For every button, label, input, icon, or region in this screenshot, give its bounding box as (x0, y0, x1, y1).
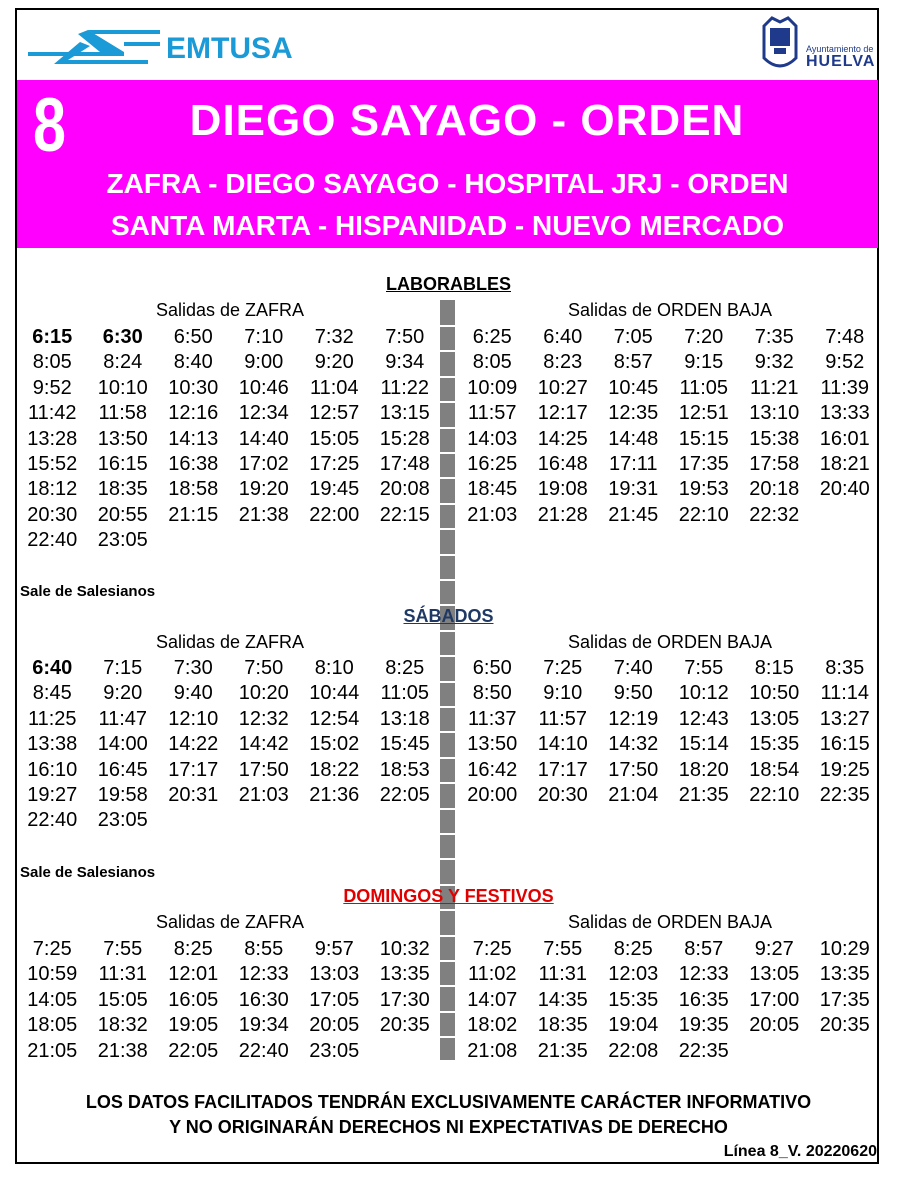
departure-time: 14:40 (238, 427, 289, 450)
departure-time: 18:32 (97, 1014, 148, 1037)
departure-time: 20:35 (379, 1014, 430, 1037)
departure-time: 16:15 (819, 733, 870, 756)
departure-time: 9:27 (754, 938, 794, 960)
departure-time: 13:50 (97, 427, 148, 450)
departure-time: 20:31 (168, 783, 219, 806)
departure-time: 22:40 (27, 809, 78, 832)
departure-time: 6:25 (472, 326, 512, 348)
departure-time: 19:20 (238, 478, 289, 501)
divider-gap (440, 706, 455, 708)
departure-time: 8:05 (32, 351, 72, 374)
section-note: Sale de Salesianos (20, 583, 156, 600)
departure-time: 18:12 (27, 478, 78, 501)
departure-time: 20:30 (537, 783, 588, 806)
departure-time: 14:03 (467, 427, 518, 450)
departure-time: 11:21 (749, 376, 799, 399)
departure-time: 18:45 (467, 478, 518, 501)
departure-time: 13:10 (749, 402, 800, 425)
departure-time: 22:10 (678, 503, 729, 526)
departure-time: 9:52 (825, 351, 865, 374)
departure-time: 23:05 (309, 1039, 360, 1062)
departure-time: 20:08 (379, 478, 430, 501)
departure-time: 19:35 (678, 1014, 729, 1037)
departure-time: 12:51 (678, 402, 729, 425)
left-column-header: Salidas de ZAFRA (155, 632, 305, 652)
divider-gap (440, 477, 455, 479)
divider-gap (440, 909, 455, 911)
departure-time: 7:25 (543, 657, 583, 679)
departure-time: 10:29 (819, 938, 870, 960)
departure-time: 9:20 (103, 682, 143, 705)
divider-gap (440, 579, 455, 581)
departure-time: 12:43 (678, 707, 729, 730)
section-title: SÁBADOS (403, 606, 494, 626)
departure-time: 20:40 (819, 478, 870, 501)
divider-gap (440, 782, 455, 784)
departure-time: 13:35 (379, 963, 430, 986)
city-label: HUELVA (806, 53, 876, 70)
city-label-small: Ayuntamiento de (806, 44, 874, 54)
departure-time: 7:10 (244, 326, 284, 348)
departure-time: 14:10 (537, 733, 588, 756)
departure-time: 22:35 (819, 783, 870, 806)
departure-time: 12:34 (238, 402, 289, 425)
departure-time: 11:57 (467, 402, 517, 425)
departure-time: 15:15 (678, 427, 729, 450)
departure-time: 13:38 (27, 733, 78, 756)
divider-gap (440, 681, 455, 683)
divider-gap (440, 554, 455, 556)
departure-time: 10:45 (608, 376, 659, 399)
departure-time: 19:08 (537, 478, 588, 501)
disclaimer-line-2: Y NO ORIGINARÁN DERECHOS NI EXPECTATIVAS DE DERECHO (169, 1117, 728, 1137)
departure-time: 18:35 (537, 1014, 588, 1037)
divider-gap (440, 960, 455, 962)
departure-time: 12:54 (309, 707, 360, 730)
departure-time: 6:30 (102, 326, 143, 348)
departure-time: 8:50 (472, 682, 512, 705)
departure-time: 8:10 (314, 657, 354, 679)
departure-time: 19:05 (168, 1014, 219, 1037)
departure-time: 12:03 (608, 963, 659, 986)
departure-time: 15:02 (309, 733, 360, 756)
departure-time: 8:57 (613, 351, 653, 374)
departure-time: 17:35 (819, 988, 870, 1011)
departure-time: 8:25 (173, 938, 213, 960)
section-note: Sale de Salesianos (20, 864, 156, 881)
departure-time: 22:40 (238, 1039, 289, 1062)
departure-time: 21:36 (309, 783, 360, 806)
line-number: 8 (33, 83, 66, 168)
departure-time: 10:27 (537, 376, 588, 399)
departure-time: 9:52 (32, 376, 72, 399)
departure-time: 7:15 (103, 657, 143, 679)
departure-time: 9:40 (173, 682, 213, 705)
right-times-grid (457, 656, 880, 808)
departure-time: 17:00 (749, 988, 800, 1011)
departure-time: 8:25 (613, 938, 653, 960)
departure-time: 13:33 (819, 402, 870, 425)
departure-time: 6:50 (472, 657, 512, 679)
departure-time: 14:25 (537, 427, 588, 450)
departure-time: 15:45 (379, 733, 430, 756)
departure-time: 13:15 (379, 402, 430, 425)
departure-time: 22:15 (379, 503, 430, 526)
departure-time: 8:57 (684, 938, 724, 960)
departure-time: 22:05 (168, 1039, 219, 1062)
divider-gap (440, 325, 455, 327)
departure-time: 21:45 (608, 503, 659, 526)
departure-time: 13:05 (749, 963, 800, 986)
departure-time: 12:19 (608, 707, 659, 730)
departure-time: 7:35 (754, 326, 794, 348)
departure-time: 11:04 (309, 376, 359, 399)
departure-time: 7:55 (103, 938, 143, 960)
departure-time: 11:42 (27, 402, 77, 425)
departure-time: 22:08 (608, 1039, 659, 1062)
departure-time: 6:40 (543, 326, 583, 348)
departure-time: 6:15 (32, 326, 73, 348)
departure-time: 17:48 (379, 452, 430, 475)
departure-time: 14:22 (168, 733, 219, 756)
departure-time: 7:50 (244, 657, 284, 679)
departure-time: 21:03 (238, 783, 289, 806)
departure-time: 15:05 (97, 988, 148, 1011)
left-column-header: Salidas de ZAFRA (155, 300, 305, 320)
center-divider (440, 300, 455, 1060)
left-column-header: Salidas de ZAFRA (155, 912, 305, 932)
departure-time: 8:25 (385, 657, 425, 679)
departure-time: 8:35 (825, 657, 865, 679)
departure-time: 13:18 (379, 707, 430, 730)
departure-time: 16:05 (168, 988, 219, 1011)
departure-time: 12:16 (168, 402, 219, 425)
departure-time: 10:20 (238, 682, 289, 705)
departure-time: 16:15 (97, 452, 148, 475)
departure-time: 18:58 (168, 478, 219, 501)
departure-time: 9:34 (385, 351, 425, 374)
departure-time: 17:17 (168, 758, 219, 781)
departure-time: 16:35 (678, 988, 729, 1011)
divider-gap (440, 731, 455, 733)
departure-time: 17:58 (749, 452, 800, 475)
departure-time: 8:05 (472, 351, 512, 374)
departure-time: 8:45 (32, 682, 72, 705)
departure-time: 7:55 (684, 657, 724, 679)
left-times-grid (17, 656, 440, 834)
departure-time: 11:05 (679, 376, 729, 399)
emtusa-logo-text: EMTUSA (166, 32, 293, 65)
departure-time: 16:01 (819, 427, 870, 450)
departure-time: 7:25 (472, 938, 512, 960)
departure-time: 11:14 (820, 682, 870, 705)
divider-gap (440, 503, 455, 505)
departure-time: 10:59 (27, 963, 78, 986)
departure-time: 9:00 (244, 351, 284, 374)
departure-time: 16:38 (168, 452, 219, 475)
departure-time: 20:35 (819, 1014, 870, 1037)
departure-time: 21:28 (537, 503, 588, 526)
divider-gap (440, 655, 455, 657)
departure-time: 15:52 (27, 452, 78, 475)
departure-time: 18:05 (27, 1014, 78, 1037)
departure-time: 22:00 (309, 503, 360, 526)
departure-time: 10:44 (309, 682, 360, 705)
section-title: DOMINGOS Y FESTIVOS (343, 886, 554, 906)
departure-time: 9:32 (754, 351, 794, 374)
divider-gap (440, 376, 455, 378)
departure-time: 16:45 (97, 758, 148, 781)
departure-time: 18:02 (467, 1014, 518, 1037)
departure-time: 20:05 (749, 1014, 800, 1037)
departure-time: 12:57 (309, 402, 360, 425)
departure-time: 20:30 (27, 503, 78, 526)
departure-time: 16:48 (537, 452, 588, 475)
departure-time: 11:37 (467, 707, 517, 730)
divider-gap (440, 1011, 455, 1013)
departure-time: 7:30 (173, 657, 213, 679)
divider-gap (440, 528, 455, 530)
departure-time: 14:05 (27, 988, 78, 1011)
divider-gap (440, 630, 455, 632)
departure-time: 13:03 (309, 963, 360, 986)
departure-time: 18:54 (749, 758, 800, 781)
departure-time: 18:22 (309, 758, 360, 781)
divider-gap (440, 757, 455, 759)
departure-time: 9:10 (543, 682, 583, 705)
right-column-header: Salidas de ORDEN BAJA (567, 632, 773, 652)
departure-time: 14:07 (467, 988, 518, 1011)
departure-time: 7:48 (825, 326, 865, 348)
route-banner (17, 80, 878, 248)
departure-time: 14:48 (608, 427, 659, 450)
departure-time: 11:02 (467, 963, 517, 986)
divider-gap (440, 604, 455, 606)
departure-time: 22:35 (678, 1039, 729, 1062)
departure-time: 18:21 (819, 452, 870, 475)
departure-time: 21:03 (467, 503, 518, 526)
departure-time: 7:40 (613, 657, 653, 679)
departure-time: 10:32 (379, 938, 430, 960)
departure-time: 19:34 (238, 1014, 289, 1037)
divider-gap (440, 808, 455, 810)
departure-time: 14:13 (168, 427, 219, 450)
divider-gap (440, 833, 455, 835)
departure-time: 7:32 (314, 326, 354, 348)
departure-time: 21:38 (97, 1039, 148, 1062)
departure-time: 17:50 (238, 758, 289, 781)
departure-time: 15:28 (379, 427, 430, 450)
section-title: LABORABLES (386, 274, 511, 294)
disclaimer-line-1: LOS DATOS FACILITADOS TENDRÁN EXCLUSIVAMENTE CARÁCTER INFORMATIVO (85, 1092, 812, 1112)
departure-time: 18:53 (379, 758, 430, 781)
departure-time: 19:27 (27, 783, 78, 806)
departure-time: 12:33 (678, 963, 729, 986)
departure-time: 14:35 (537, 988, 588, 1011)
departure-time: 22:10 (749, 783, 800, 806)
left-times-grid (17, 937, 440, 1064)
departure-time: 7:20 (684, 326, 724, 348)
departure-time: 12:10 (168, 707, 219, 730)
departure-time: 22:05 (379, 783, 430, 806)
departure-time: 22:32 (749, 503, 800, 526)
departure-time: 8:55 (244, 938, 284, 960)
departure-time: 10:12 (678, 682, 729, 705)
departure-time: 17:50 (608, 758, 659, 781)
right-column-header: Salidas de ORDEN BAJA (567, 300, 773, 320)
departure-time: 6:50 (173, 326, 213, 348)
departure-time: 13:35 (819, 963, 870, 986)
departure-time: 11:22 (380, 376, 430, 399)
departure-time: 7:05 (613, 326, 653, 348)
departure-time: 15:14 (678, 733, 729, 756)
departure-time: 19:45 (309, 478, 360, 501)
departure-time: 14:32 (608, 733, 659, 756)
right-times-grid (457, 325, 880, 528)
departure-time: 17:30 (379, 988, 430, 1011)
departure-time: 16:30 (238, 988, 289, 1011)
route-stops-1: ZAFRA - DIEGO SAYAGO - HOSPITAL JRJ - ORDEN (106, 168, 789, 199)
divider-gap (440, 401, 455, 403)
departure-time: 18:20 (678, 758, 729, 781)
departure-time: 15:35 (608, 988, 659, 1011)
departure-time: 11:31 (538, 963, 588, 986)
departure-time: 21:35 (678, 783, 729, 806)
divider-gap (440, 452, 455, 454)
departure-time: 21:08 (467, 1039, 518, 1062)
version-label: Línea 8_V. 20220620 (723, 1143, 877, 1160)
departure-time: 21:04 (608, 783, 659, 806)
departure-time: 15:05 (309, 427, 360, 450)
departure-time: 8:23 (543, 351, 583, 374)
departure-time: 8:24 (103, 351, 143, 374)
departure-time: 8:15 (754, 657, 794, 679)
departure-time: 8:40 (173, 351, 213, 374)
departure-time: 12:33 (238, 963, 289, 986)
departure-time: 16:42 (467, 758, 518, 781)
departure-time: 23:05 (97, 529, 148, 552)
route-stops-2: SANTA MARTA - HISPANIDAD - NUEVO MERCADO (110, 210, 784, 241)
departure-time: 7:50 (385, 326, 425, 348)
departure-time: 9:50 (613, 682, 653, 705)
departure-time: 14:42 (238, 733, 289, 756)
departure-time: 21:35 (537, 1039, 588, 1062)
divider-gap (440, 1036, 455, 1038)
departure-time: 13:28 (27, 427, 78, 450)
departure-time: 16:25 (467, 452, 518, 475)
departure-time: 10:50 (749, 682, 800, 705)
departure-time: 6:40 (32, 657, 73, 679)
departure-time: 10:09 (467, 376, 518, 399)
departure-time: 9:15 (684, 351, 724, 374)
divider-gap (440, 427, 455, 429)
divider-gap (440, 935, 455, 937)
departure-time: 20:55 (97, 503, 148, 526)
right-column-header: Salidas de ORDEN BAJA (567, 912, 773, 932)
divider-gap (440, 985, 455, 987)
departure-time: 11:58 (98, 402, 148, 425)
departure-time: 15:35 (749, 733, 800, 756)
departure-time: 7:25 (32, 938, 72, 960)
departure-time: 17:02 (238, 452, 289, 475)
departure-time: 17:17 (537, 758, 588, 781)
departure-time: 9:20 (314, 351, 354, 374)
departure-time: 11:25 (27, 707, 77, 730)
departure-time: 13:05 (749, 707, 800, 730)
departure-time: 21:15 (168, 503, 219, 526)
departure-time: 19:31 (608, 478, 659, 501)
emtusa-logo (28, 24, 368, 72)
departure-time: 9:57 (314, 938, 354, 960)
divider-gap (440, 884, 455, 886)
departure-time: 13:50 (467, 733, 518, 756)
right-times-grid (457, 937, 880, 1064)
divider-gap (440, 350, 455, 352)
departure-time: 20:00 (467, 783, 518, 806)
left-times-grid (17, 325, 440, 554)
departure-time: 17:05 (309, 988, 360, 1011)
departure-time: 19:53 (678, 478, 729, 501)
departure-time: 11:05 (380, 682, 430, 705)
departure-time: 18:35 (97, 478, 148, 501)
departure-time: 17:25 (309, 452, 360, 475)
departure-time: 17:11 (608, 452, 658, 475)
departure-time: 19:58 (97, 783, 148, 806)
departure-time: 22:40 (27, 529, 78, 552)
disclaimer (0, 1090, 897, 1140)
departure-time: 13:27 (819, 707, 870, 730)
departure-time: 16:10 (27, 758, 78, 781)
departure-time: 11:31 (98, 963, 148, 986)
departure-time: 17:35 (678, 452, 729, 475)
divider-gap (440, 858, 455, 860)
departure-time: 11:57 (538, 707, 588, 730)
departure-time: 20:05 (309, 1014, 360, 1037)
departure-time: 21:38 (238, 503, 289, 526)
departure-time: 19:04 (608, 1014, 659, 1037)
departure-time: 12:35 (608, 402, 659, 425)
departure-time: 12:32 (238, 707, 289, 730)
departure-time: 10:10 (97, 376, 148, 399)
departure-time: 14:00 (97, 733, 148, 756)
departure-time: 11:39 (820, 376, 870, 399)
departure-time: 19:25 (819, 758, 870, 781)
line-name: DIEGO SAYAGO - ORDEN (189, 96, 745, 145)
departure-time: 10:46 (238, 376, 289, 399)
departure-time: 15:38 (749, 427, 800, 450)
departure-time: 11:47 (98, 707, 148, 730)
departure-time: 21:05 (27, 1039, 78, 1062)
departure-time: 23:05 (97, 809, 148, 832)
departure-time: 20:18 (749, 478, 800, 501)
departure-time: 12:17 (537, 402, 588, 425)
departure-time: 12:01 (168, 963, 219, 986)
departure-time: 7:55 (543, 938, 583, 960)
departure-time: 10:30 (168, 376, 219, 399)
